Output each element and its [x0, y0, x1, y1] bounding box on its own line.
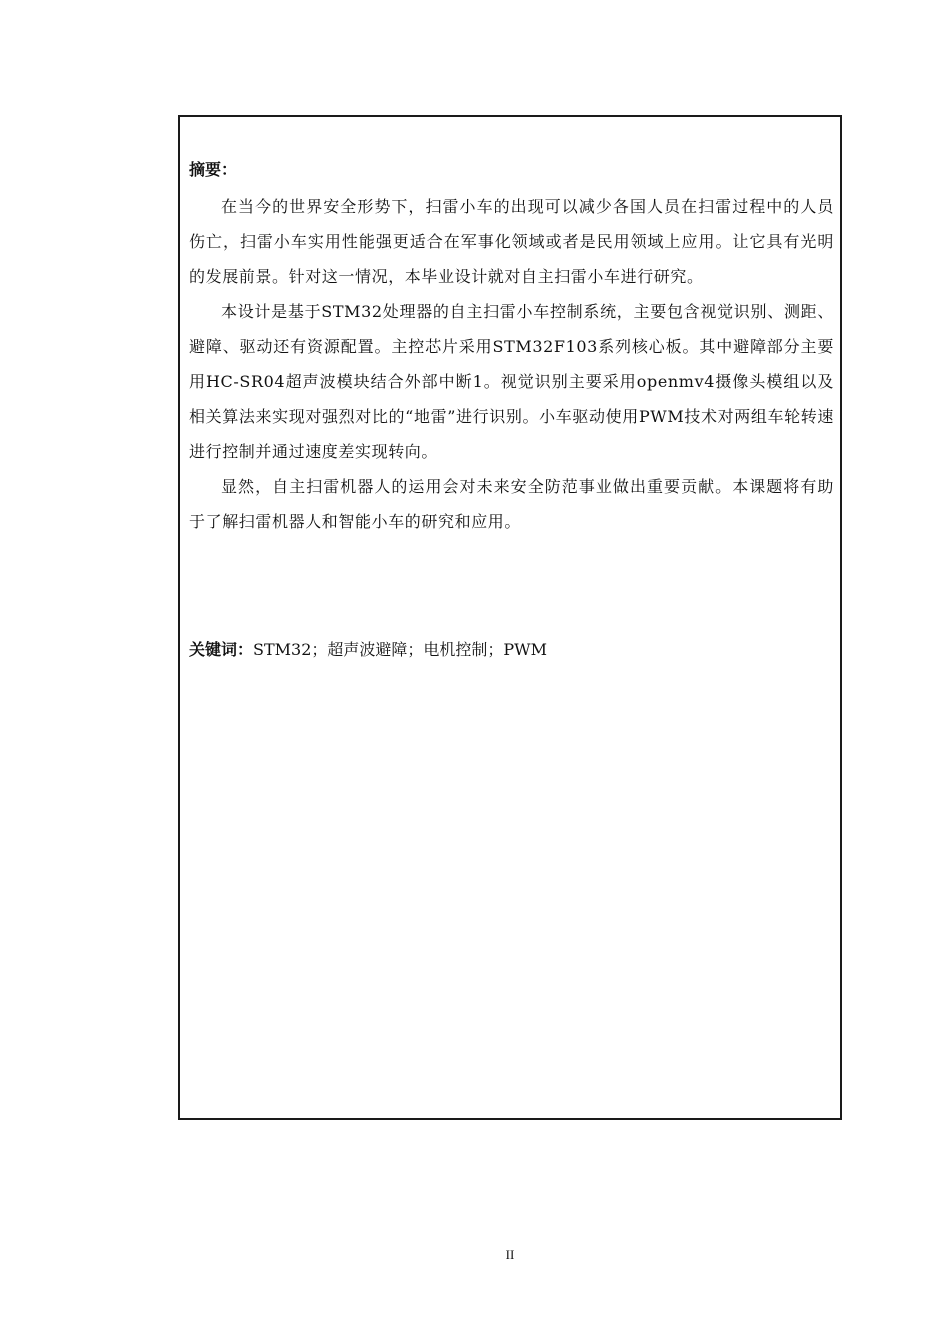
abstract-paragraph-3: 显然，自主扫雷机器人的运用会对未来安全防范事业做出重要贡献。本课题将有助于了解扫雷机器人和智能小车的研究和应用。 — [189, 477, 834, 531]
keywords-line — [189, 635, 547, 665]
page-number: II — [505, 1247, 515, 1262]
abstract-paragraph-2: 本设计是基于STM32处理器的自主扫雷小车控制系统，主要包含视觉识别、测距、避障、驱动还有资源配置。主控芯片采用STM32F103系列核心板。其中避障部分主要用HC-SR04超声波模块结合外部中断1。视觉识别主要采用openmv4摄像头模组以及相关算法来实现对强烈对比的“地雷”进行识别。小车驱动使用PWM技术对两组车轮转速进行控制并通过速度差实现转向。 — [189, 302, 834, 461]
abstract-paragraph-1: 在当今的世界安全形势下，扫雷小车的出现可以减少各国人员在扫雷过程中的人员伤亡，扫雷小车实用性能强更适合在军事化领域或者是民用领域上应用。让它具有光明的发展前景。针对这一情况，本毕业设计就对自主扫雷小车进行研究。 — [189, 197, 834, 286]
keywords-label: 关键词： — [189, 640, 254, 659]
abstract-body — [189, 189, 834, 539]
abstract-box — [178, 115, 842, 1120]
keywords-list: STM32；超声波避障；电机控制；PWM — [253, 640, 547, 659]
abstract-heading: 摘要： — [189, 160, 238, 179]
